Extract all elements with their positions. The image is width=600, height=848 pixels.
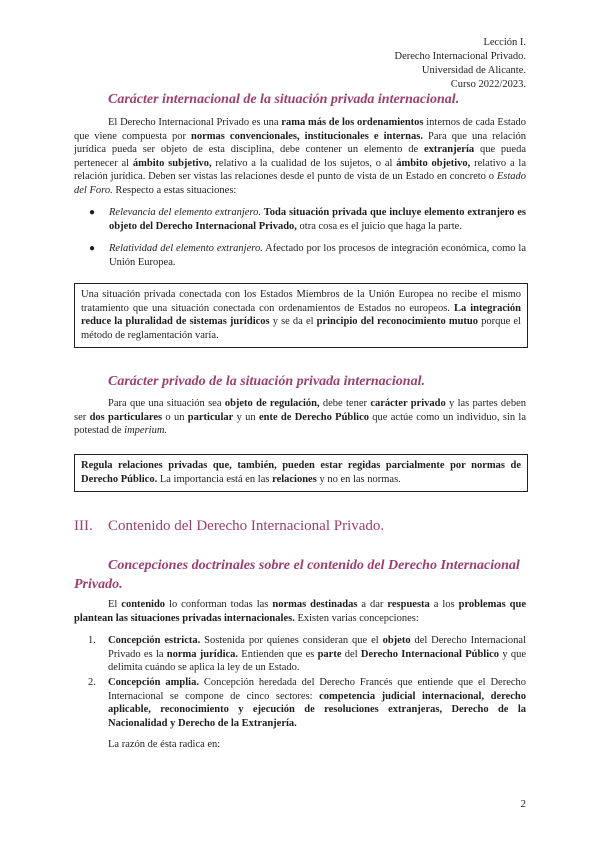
chapter-title: Contenido del Derecho Internacional Privado.	[108, 518, 385, 534]
header-subject: Derecho Internacional Privado.	[394, 51, 526, 62]
header-course: Curso 2022/2023.	[450, 79, 526, 90]
chapter-number: III.	[74, 518, 93, 534]
page-number: 2	[520, 798, 526, 810]
paragraph-content: El contenido lo conforman todas las normas destinadas a dar respuesta a los problemas que plantean las situaciones privadas internacionales. Existen varias concepciones:	[74, 599, 526, 624]
list-item-amplia: 2. Concepción amplia. Concepción heredada del Derecho Francés que entiende que el Derecho Internacional se compone de cinco sectores: competencia judicial internacional, derecho aplicable, reconocimiento y ejecución de resoluciones extranjeras, Derecho de la Nacionalidad y Derecho de la Extranjería.	[88, 677, 527, 729]
callout-box-relations: Regula relaciones privadas que, también, pueden estar regidas parcialmente por normas de Derecho Público. La importancia está en las relaciones y no en las normas.	[74, 454, 528, 492]
bullet-item-relevancia: ● Relevancia del elemento extranjero. Toda situación privada que incluye elemento extranjero es objeto del Derecho Internacional Privado, otra cosa es el juicio que haga la parte.	[89, 207, 527, 232]
bullet-icon: ●	[89, 207, 96, 218]
section-heading-international: Carácter internacional de la situación privada internacional.	[108, 92, 460, 107]
callout-box-integration: Una situación privada conectada con los Estados Miembros de la Unión Europea no recibe el mismo tratamiento que una situación conectada con ordenamientos de Estados no europeos. La integración reduce la pluralidad de sistemas jurídicos y se da el principio del reconocimiento mutuo porque el método de reglamentación varía.	[74, 283, 528, 348]
header-university: Universidad de Alicante.	[421, 65, 526, 76]
page-header	[395, 36, 527, 92]
section-heading-doctrinal: Concepciones doctrinales sobre el contenido del Derecho Internacional Privado.	[74, 558, 520, 592]
paragraph-intro: El Derecho Internacional Privado es una rama más de los ordenamientos internos de cada Estado que viene compuesta por normas convencionales, institucionales e internas. Para que una relación jurídica pueda ser objeto de esta disciplina, debe contener un elemento de extranjería que pueda pertenecer al ámbito subjetivo, relativo a la cualidad de los sujetos, o al ámbito objetivo, relativo a la relación jurídica. Deben ser vistas las relaciones desde el punto de vista de un Estado en concreto o Estado del Foro. Respecto a estas situaciones:	[74, 117, 527, 196]
chapter-heading	[74, 518, 384, 535]
bullet-item-relatividad: ● Relatividad del elemento extranjero. Afectado por los procesos de integración económica, como la Unión Europea.	[89, 243, 526, 268]
paragraph-closing: La razón de ésta radica en:	[108, 739, 221, 750]
bullet-icon: ●	[89, 243, 96, 254]
section-heading-private: Carácter privado de la situación privada internacional.	[108, 374, 425, 389]
header-lesson: Lección I.	[483, 37, 526, 48]
paragraph-private: Para que una situación sea objeto de regulación, debe tener carácter privado y las partes deben ser dos particulares o un particular y un ente de Derecho Público que actúe como un individuo, sin la potestad de imperium.	[74, 398, 526, 437]
list-item-estricta: 1. Concepción estricta. Sostenida por quienes consideran que el objeto del Derecho Internacional Privado es la norma jurídica. Entienden que es parte del Derecho Internacional Público y que delimita cuándo se aplica la ley de un Estado.	[88, 635, 527, 674]
